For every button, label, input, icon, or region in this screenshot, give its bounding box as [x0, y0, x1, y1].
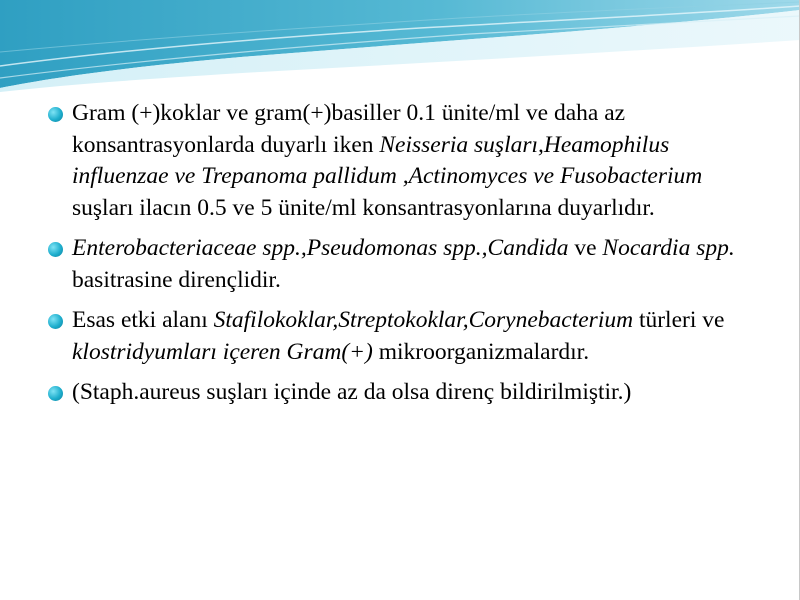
bullet-text: ve	[568, 235, 603, 261]
bullet-dot-icon	[48, 107, 63, 122]
bullet-dot-icon	[48, 314, 63, 329]
bullet-text: (Staph.aureus suşları içinde az da olsa direnç bildirilmiştir.)	[72, 379, 632, 405]
bullet-text: Esas etki alanı	[72, 307, 214, 333]
bullet-text: basitrasine dirençlidir.	[72, 266, 281, 293]
bullet-text: türleri ve	[633, 307, 725, 333]
bullet-item	[44, 377, 764, 409]
bullet-text: Gram (+)koklar ve gram(+)basiller 0.1 ünite/ml ve daha az konsantrasyonlarda duyarlı iken	[72, 100, 626, 158]
italic-text: klostridyumları içeren Gram(+)	[72, 338, 373, 365]
bullet-item	[44, 233, 764, 296]
bullet-dot-icon	[48, 242, 63, 257]
italic-text: Stafilokoklar,Streptokoklar,Corynebacterium	[213, 307, 634, 333]
bullet-text: mikroorganizmalardır.	[372, 338, 590, 365]
header-wave-decoration	[0, 0, 800, 100]
italic-text: Enterobacteriaceae spp.,Pseudomonas spp.,Candida	[72, 235, 569, 261]
italic-text: Nocardia spp.	[602, 235, 735, 261]
bullet-dot-icon	[48, 386, 63, 401]
italic-text: Neisseria suşları,Heamophilus influenzae ve Trepanoma pallidum ,Actinomyces ve Fusobacterium	[72, 131, 703, 189]
bullet-item	[44, 98, 764, 224]
bullet-item	[44, 305, 764, 368]
bullet-list	[44, 98, 764, 418]
bullet-text: suşları ilacın 0.5 ve 5 ünite/ml konsantrasyonlarına duyarlıdır.	[72, 194, 655, 221]
